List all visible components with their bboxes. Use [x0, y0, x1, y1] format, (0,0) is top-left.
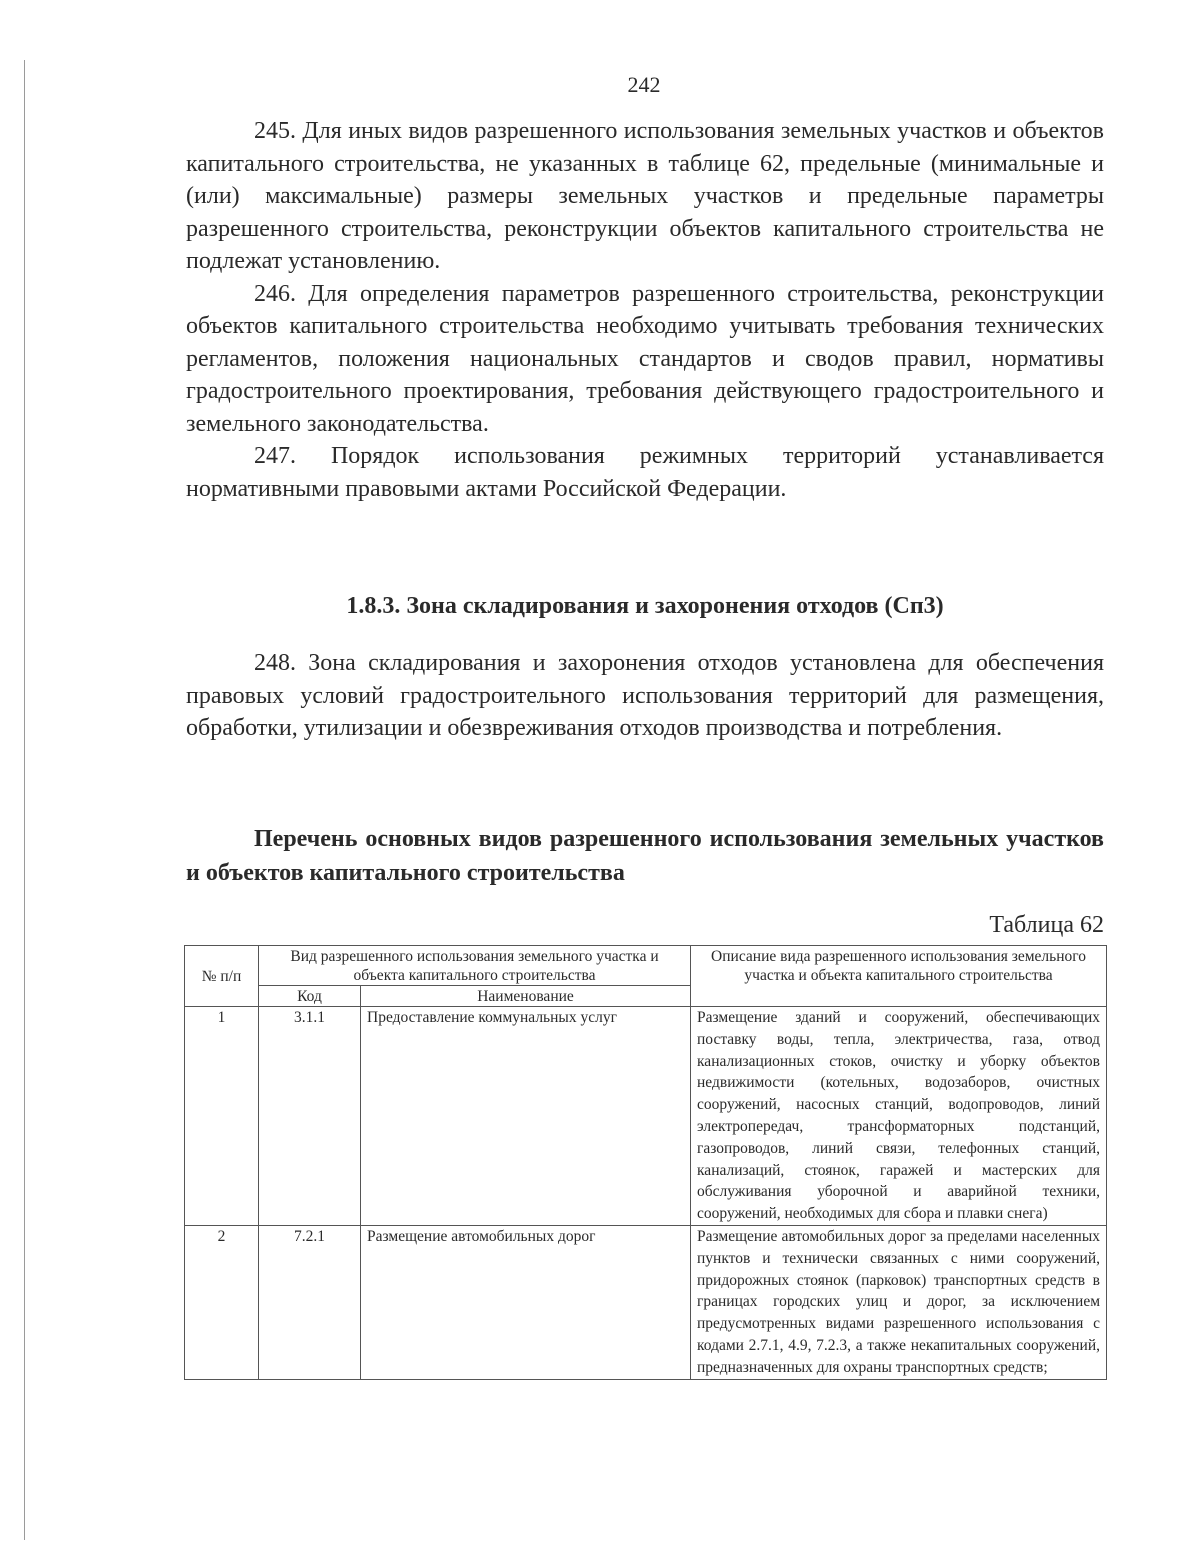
table-row: [185, 1225, 1107, 1379]
body-text: [186, 115, 1104, 505]
section-heading: 1.8.3. Зона складирования и захоронения отходов (Сп3): [346, 593, 944, 619]
row-description: Размещение зданий и сооружений, обеспечивающих поставку воды, тепла, электричества, газа, отвод канализационных стоков, очистку и уборку объектов недвижимости (котельных, водозаборов, очистных сооружений, насосных станций, водопроводов, линий электропередач, трансформаторных подстанций, газопроводов, линий связи, телефонных станций, канализаций, стоянок, гаражей и мастерских для обслуживания уборочной и аварийной техники, сооружений, необходимых для сбора и плавки снега): [691, 1007, 1107, 1226]
paragraph-248: 248. Зона складирования и захоронения отходов установлена для обеспечения правовых условий градостроительного использования территорий для размещения, обработки, утилизации и обезвреживания отходов производства и потребления.: [186, 650, 1104, 741]
scan-edge-line: [24, 60, 25, 1540]
table-label: Таблица 62: [989, 912, 1104, 938]
row-code: 3.1.1: [259, 1007, 361, 1226]
header-description: Описание вида разрешенного использования земельного участка и объекта капитального строительства: [691, 946, 1107, 1007]
header-number: № п/п: [185, 946, 259, 1007]
row-number: 2: [185, 1225, 259, 1379]
row-description: Размещение автомобильных дорог за пределами населенных пунктов и технически связанных с ними сооружений, придорожных стоянок (парковок) транспортных средств в границах городских улиц и дорог, за исключением предусмотренных видами разрешенного использования с кодами 2.7.1, 4.9, 7.2.3, а также некапитальных сооружений, предназначенных для охраны транспортных средств;: [691, 1225, 1107, 1379]
paragraph-246: 246. Для определения параметров разрешенного строительства, реконструкции объектов капитального строительства необходимо учитывать требования технических регламентов, положения национальных стандартов и сводов правил, нормативы градостроительного проектирования, требования действующего градостроительного и земельного законодательства.: [186, 280, 1104, 437]
table-row: [185, 1007, 1107, 1226]
row-name: Размещение автомобильных дорог: [361, 1225, 691, 1379]
header-code: Код: [259, 986, 361, 1007]
page-number: 242: [627, 72, 661, 97]
paragraph-245: 245. Для иных видов разрешенного использования земельных участков и объектов капитального строительства, не указанных в таблице 62, предельные (минимальные и (или) максимальные) размеры земельных участков и предельные параметры разрешенного строительства, реконструкции объектов капитального строительства не подлежат установлению.: [186, 118, 1104, 274]
row-number: 1: [185, 1007, 259, 1226]
row-code: 7.2.1: [259, 1225, 361, 1379]
header-name: Наименование: [361, 986, 691, 1007]
paragraph-247: 247. Порядок использования режимных территорий устанавливается нормативными правовыми актами Российской Федерации.: [186, 443, 1104, 502]
header-kind: Вид разрешенного использования земельного участка и объекта капитального строительства: [259, 946, 691, 986]
row-name: Предоставление коммунальных услуг: [361, 1007, 691, 1226]
zone-description: [186, 647, 1104, 745]
table-title: Перечень основных видов разрешенного использования земельных участков и объектов капитального строительства: [186, 826, 1104, 886]
permitted-use-table: [184, 945, 1107, 1380]
